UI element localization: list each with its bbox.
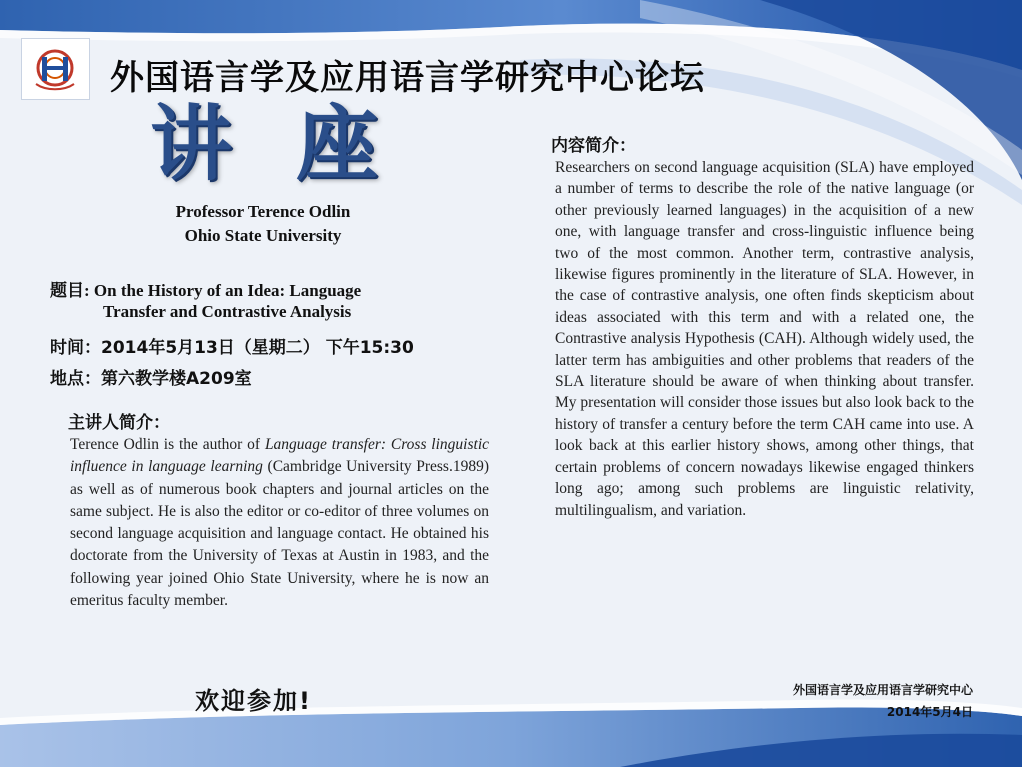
speaker-university: Ohio State University <box>184 226 342 245</box>
topic-title-part-1: : On the History of an Idea: Language <box>84 281 362 300</box>
footer-date: 2014年5月4日 <box>886 705 973 719</box>
intro-text: Researchers on second language acquisition (SLA) have employed a number of terms to describe the role of the native language (or other previously learned languages) in the acquisition of a new one, with language transfer and cross-linguistic influence being two of the most common. Another term, contrastive analysis, likewise figures prominently in the literature of SLA. However, in the case of contrastive analysis, one often finds skepticism about ideas associated with this term and with a related one, the Contrastive analysis Hypothesis (CAH). Although widely used, the latter term has ambiguities and other problems that readers of the SLA literature should be aware of when thinking about transfer. My presentation will consider those issues but also look back to the history of transfer a century before the term CAH came into use. A look back at this earlier history shows, among other things, that certain problems of concern nowadays likewise engaged thinkers long ago; among such problems are linguistic relativity, multilingualism, and variation. <box>555 159 974 519</box>
forum-title: 外国语言学及应用语言学研究中心论坛 <box>110 58 705 98</box>
place-line: 地点：第六教学楼A209室 <box>50 369 252 389</box>
welcome-text: 欢迎参加! <box>195 687 312 715</box>
topic-line-1 <box>50 276 361 301</box>
footer-organization: 外国语言学及应用语言学研究中心 <box>792 683 973 697</box>
bio-text-part-1: Terence Odlin is the author of <box>70 436 265 453</box>
topic-label: 题目 <box>50 281 84 301</box>
bio-heading: 主讲人简介： <box>68 413 170 433</box>
lecture-title-char-1: 讲 <box>150 97 233 192</box>
bio-text-part-2: (Cambridge University Press.1989) as well as of numerous book chapters and journal articles on the same subject. He is also the editor or co-editor of three volumes on second language acquisition and language contact. He obtained his doctorate from the University of Texas at Austin in 1983, and the following year joined Ohio State University, where he is now an emeritus faculty member. <box>70 458 489 610</box>
logo <box>21 38 90 100</box>
institute-logo-icon <box>22 39 89 99</box>
topic-line-2: Transfer and Contrastive Analysis <box>103 302 352 321</box>
lecture-title-char-2: 座 <box>296 97 379 192</box>
bio-book-title: Language transfer: Cross linguistic influence in language learning <box>70 436 490 476</box>
speaker-name: Professor Terence Odlin <box>175 202 351 221</box>
intro-heading: 内容简介： <box>551 136 636 156</box>
time-line: 时间：2014年5月13日（星期二） 下午15:30 <box>50 338 414 358</box>
bio-text <box>70 434 489 612</box>
